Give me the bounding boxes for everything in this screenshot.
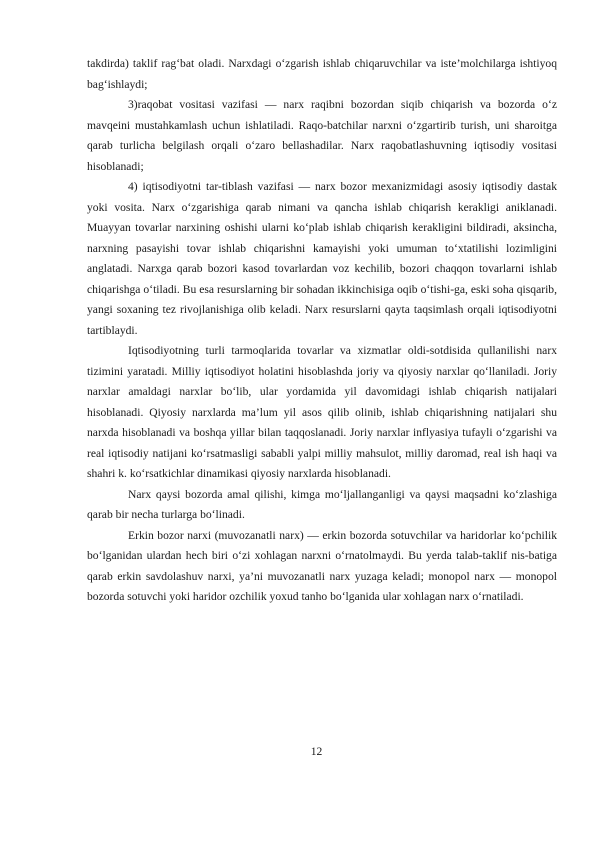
paragraph-free-market-price: Erkin bozor narxi (muvozanatli narx) — erkin bozorda sotuvchilar va haridorlar ko‘pchilik bo‘lganidan ulardan hech biri o‘zi xohlagan narxni o‘rnatolmaydi. Bu yerda talab-taklif nis-batiga qarab erkin savdolashuv narxi, ya’ni muvozanatli narx yuzaga keladi; monopol narx — monopol bozorda sotuvchi yoki haridor ozchilik yoxud tanho bo‘lganida ular xohlagan narx o‘rnatiladi.	[87, 528, 557, 603]
paragraph-continuation: takdirda) taklif rag‘bat oladi. Narxdagi o‘zgarish ishlab chiqaruvchilar va iste’molchilarga ishtiyoq bag‘ishlaydi;	[87, 57, 557, 91]
paragraph-current-comparative-prices: Iqtisodiyotning turli tarmoqlarida tovarlar va xizmatlar oldi-sotdisida qullanilishi narx tizimini yaratadi. Milliy iqtisodiyot holatini hisoblashda joriy va qiyosiy narxlar qo‘llaniladi. Joriy narxlar amaldagi narxlar bo‘lib, ular yordamida yil davomidagi ishlab chiqarish natijalari hisoblanadi. Qiyosiy narxlarda ma’lum yil asos qilib olinib, ishlab chiqarishning natijalari shu narxda hisoblanadi va boshqa yillar bilan taqqoslanadi. Joriy narxlar inflyasiya tufayli o‘zgarishi va real iqtisodiy natijani ko‘rsatmasligi sababli yalpi milliy mahsulot, milliy daromad, real ish haqi va shahri k. ko‘rsatkichlar dinamikasi qiyosiy narxlarda hisoblanadi.	[87, 344, 557, 480]
page-number: 12	[310, 745, 323, 758]
paragraph-regulation-function: 4) iqtisodiyotni tar-tiblash vazifasi — narx bozor mexanizmidagi asosiy iqtisodiy dastak yoki vosita. Narx o‘zgarishiga qarab nimani va qancha ishlab chiqarish kerakligi aniklanadi. Muayyan tovarlar narxining oshishi ularni ko‘plab ishlab chiqarish kerakligini bildiradi, aksincha, narxning pasayishi tovar ishlab chiqarishni kamayishi yoki umuman to‘xtatilishi lozimligini anglatadi. Narxga qarab bozori kasod tovarlardan voz kechilib, bozori chaqqon tovarlarni ishlab chiqarishga o‘tiladi. Bu esa resurslarning bir sohadan ikkinchisiga oqib o‘tishi-ga, eski soha qisqarib, yangi soxaning tez rivojlanishiga olib keladi. Narx resurslarni qayta taqsimlash orqali iqtisodiyotni tartiblaydi.	[87, 180, 557, 337]
paragraph-price-types: Narx qaysi bozorda amal qilishi, kimga mo‘ljallanganligi va qaysi maqsadni ko‘zlashiga qarab bir necha turlarga bo‘linadi.	[87, 487, 557, 521]
document-body	[87, 54, 557, 608]
paragraph-competition-function: 3)raqobat vositasi vazifasi — narx raqibni bozordan siqib chiqarish va bozorda o‘z mavqeini mustahkamlash uchun ishlatiladi. Raqo-batchilar narxni o‘zgartirib turish, uni sharoitga qarab turlicha belgilash orqali o‘zaro bellashadilar. Narx raqobatlashuvning iqtisodiy vositasi hisoblanadi;	[87, 98, 557, 173]
